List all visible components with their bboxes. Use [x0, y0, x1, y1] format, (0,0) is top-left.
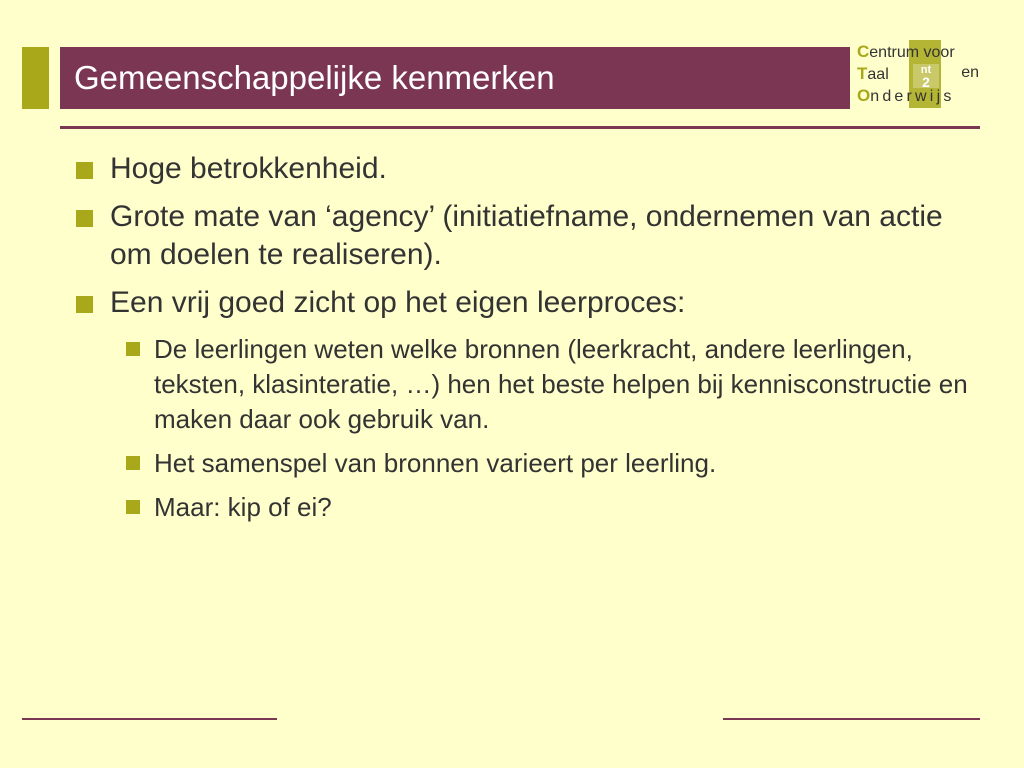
- title-accent-bar: [22, 47, 49, 109]
- bullet-text: Hoge betrokkenheid.: [110, 152, 387, 185]
- square-bullet-icon: [126, 456, 140, 470]
- sub-bullet-item: [126, 332, 976, 437]
- sub-bullet-item: [126, 446, 976, 481]
- page-title: Gemeenschappelijke kenmerken: [74, 59, 555, 96]
- slide-content: [76, 150, 976, 534]
- square-bullet-icon: [126, 500, 140, 514]
- logo-initial-t: T: [857, 64, 868, 83]
- square-bullet-icon: [76, 296, 93, 313]
- bullet-item: [76, 284, 976, 322]
- bullet-text: Een vrij goed zicht op het eigen leerproces:: [110, 286, 686, 319]
- logo-text-en: en: [961, 64, 979, 81]
- logo-badge-number: 2: [922, 74, 930, 90]
- logo-line-2: [857, 64, 979, 84]
- title-bar: [60, 47, 850, 109]
- logo-initial-c: C: [857, 42, 870, 61]
- logo-badge-top: nt: [920, 64, 932, 76]
- sub-bullet-item: [126, 490, 976, 525]
- sub-bullet-text: De leerlingen weten welke bronnen (leerkracht, andere leerlingen, teksten, klasinteratie, …) hen het beste helpen bij kennisconstructie en maken daar ook gebruik van.: [154, 334, 968, 434]
- footer-rule-left: [22, 718, 277, 720]
- square-bullet-icon: [76, 210, 93, 227]
- logo-text-1: entrum voor: [869, 44, 955, 61]
- logo-text-3: nderwijs: [870, 88, 955, 105]
- logo-line-1: [857, 42, 955, 62]
- bullet-text: Grote mate van ‘agency’ (initiatiefname, ondernemen van actie om doelen te realiseren).: [110, 200, 943, 271]
- sub-bullet-text: Maar: kip of ei?: [154, 492, 332, 522]
- bullet-item: [76, 198, 976, 274]
- bullet-item: [76, 150, 976, 188]
- cto-logo: [857, 40, 979, 110]
- logo-line-3: [857, 86, 955, 106]
- logo-text-2: aal: [867, 66, 889, 83]
- title-divider: [60, 126, 980, 129]
- sub-bullet-text: Het samenspel van bronnen varieert per leerling.: [154, 448, 717, 478]
- logo-initial-o: O: [857, 86, 871, 105]
- footer-rule-right: [723, 718, 980, 720]
- square-bullet-icon: [126, 342, 140, 356]
- square-bullet-icon: [76, 162, 93, 179]
